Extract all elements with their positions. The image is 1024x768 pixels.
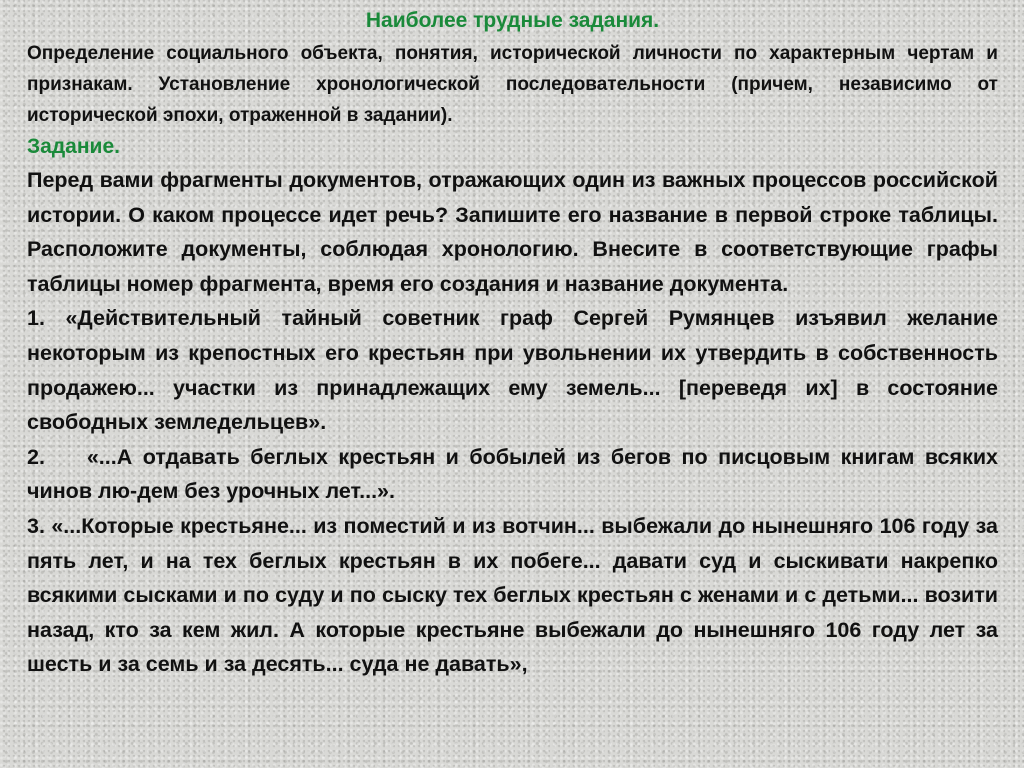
slide-title: Наиболее трудные задания. — [365, 9, 660, 32]
task-label: Задание. — [27, 135, 120, 158]
document-fragment-3: 3. «...Которые крестьяне... из поместий и из вотчин... выбежали до нынешняго 106 году за пять лет, и на тех беглых крестьян в их побеге... давати суд и сыскивати накрепко всякими сысками и по суду и по сыску тех беглых крестьян с женами и с детьми... возити назад, кто за кем жил. А которые крестьяне выбежали до нынешняго 106 году лет за шесть и за семь и за десять... суда не давать», — [27, 513, 998, 677]
document-fragment-1: 1. «Действительный тайный советник граф Сергей Румянцев изъявил желание некоторым из крепостных его крестьян при увольнении их утвердить в собственность продажею... участки из принадлежащих ему земель... [переведя их] в состояние свободных земледельцев». — [27, 306, 998, 435]
task-instructions: Перед вами фрагменты документов, отражающих один из важных процессов российской истории. О каком процессе идет речь? Запишите его название в первой строке таблицы. Расположите документы, соблюдая хронологию. Внесите в соответствующие графы таблицы номер фрагмента, время его создания и название документа. — [27, 168, 998, 296]
slide-content — [27, 4, 1004, 682]
document-fragment-2: 2. «...А отдавать беглых крестьян и бобылей из бегов по писцовым книгам всяких чинов лю-дем без урочных лет...». — [27, 444, 1004, 504]
intro-paragraph: Определение социального объекта, понятия, исторической личности по характерным чертам и признакам. Установление хронологической последовательности (причем, независимо от исторической эпохи, отраженной в задании). — [27, 43, 998, 126]
